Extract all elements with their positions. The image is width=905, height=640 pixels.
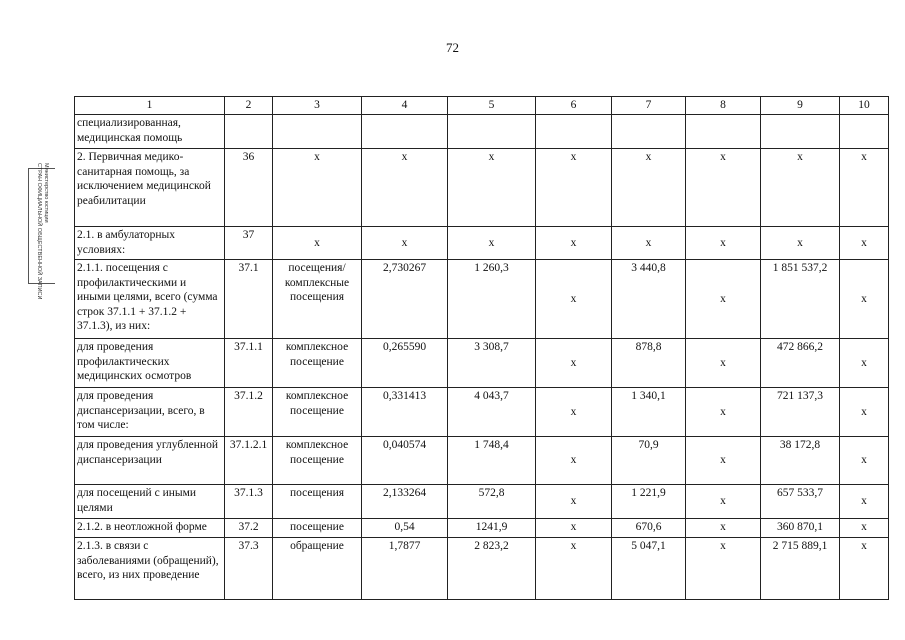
value-cell: х bbox=[840, 388, 889, 437]
row-label: для проведения диспансеризации, всего, в том числе: bbox=[75, 388, 225, 437]
registration-stamp bbox=[28, 163, 55, 300]
value-cell bbox=[686, 115, 761, 149]
table-row bbox=[75, 227, 889, 260]
unit-cell: комплексное посещение bbox=[273, 339, 362, 388]
header-cell: 5 bbox=[448, 97, 536, 115]
value-cell: 2 823,2 bbox=[448, 538, 536, 600]
value-cell: х bbox=[362, 149, 448, 227]
stamp-line-1: Министерство юстиции bbox=[43, 163, 49, 223]
value-cell: 1 748,4 bbox=[448, 437, 536, 485]
unit-cell: посещение bbox=[273, 519, 362, 538]
value-cell: 360 870,1 bbox=[761, 519, 840, 538]
row-code: 36 bbox=[225, 149, 273, 227]
value-cell: 0,040574 bbox=[362, 437, 448, 485]
row-label: для проведения профилактических медицинских осмотров bbox=[75, 339, 225, 388]
row-code: 37.1.1 bbox=[225, 339, 273, 388]
value-cell bbox=[612, 115, 686, 149]
row-code: 37.1 bbox=[225, 260, 273, 339]
value-cell: 1 221,9 bbox=[612, 485, 686, 519]
value-cell: 1241,9 bbox=[448, 519, 536, 538]
unit-cell bbox=[273, 115, 362, 149]
value-cell: 4 043,7 bbox=[448, 388, 536, 437]
row-label: 2.1.1. посещения с профилактическими и иными целями, всего (сумма строк 37.1.1 + 37.1.2 + 37.1.3), из них: bbox=[75, 260, 225, 339]
value-cell: 1 851 537,2 bbox=[761, 260, 840, 339]
unit-cell: обращение bbox=[273, 538, 362, 600]
table-row bbox=[75, 339, 889, 388]
value-cell: 3 308,7 bbox=[448, 339, 536, 388]
header-cell: 9 bbox=[761, 97, 840, 115]
value-cell: 472 866,2 bbox=[761, 339, 840, 388]
value-cell: х bbox=[840, 538, 889, 600]
value-cell: х bbox=[761, 149, 840, 227]
header-cell: 7 bbox=[612, 97, 686, 115]
value-cell: х bbox=[840, 260, 889, 339]
row-label: 2. Первичная медико-санитарная помощь, за исключением медицинской реабилитации bbox=[75, 149, 225, 227]
row-code: 37.1.3 bbox=[225, 485, 273, 519]
table-row bbox=[75, 388, 889, 437]
value-cell: 0,265590 bbox=[362, 339, 448, 388]
value-cell: х bbox=[536, 227, 612, 260]
table-row bbox=[75, 437, 889, 485]
unit-cell: х bbox=[273, 149, 362, 227]
tariff-table bbox=[74, 96, 889, 600]
value-cell: х bbox=[686, 149, 761, 227]
unit-cell: комплексное посещение bbox=[273, 437, 362, 485]
value-cell: х bbox=[840, 339, 889, 388]
row-label: для проведения углубленной диспансеризации bbox=[75, 437, 225, 485]
row-code: 37.1.2 bbox=[225, 388, 273, 437]
value-cell: х bbox=[448, 227, 536, 260]
unit-cell: комплексное посещение bbox=[273, 388, 362, 437]
table-row bbox=[75, 485, 889, 519]
value-cell bbox=[761, 115, 840, 149]
value-cell: х bbox=[840, 519, 889, 538]
value-cell: 5 047,1 bbox=[612, 538, 686, 600]
value-cell: 1 340,1 bbox=[612, 388, 686, 437]
value-cell: х bbox=[840, 485, 889, 519]
value-cell: х bbox=[686, 339, 761, 388]
value-cell: х bbox=[686, 437, 761, 485]
value-cell: х bbox=[536, 485, 612, 519]
value-cell: х bbox=[686, 485, 761, 519]
value-cell: 1 260,3 bbox=[448, 260, 536, 339]
value-cell: х bbox=[686, 260, 761, 339]
value-cell bbox=[840, 115, 889, 149]
stamp-line-2: СТРАН ОФИЦИАЛЬНОЙ ОБЩЕСТВЕННОЙ ЗАПИСИ bbox=[36, 163, 42, 300]
row-label: 2.1.3. в связи с заболеваниями (обращений), всего, из них проведение bbox=[75, 538, 225, 600]
row-label: 2.1. в амбулаторных условиях: bbox=[75, 227, 225, 260]
table-row bbox=[75, 149, 889, 227]
value-cell: 1,7877 bbox=[362, 538, 448, 600]
value-cell bbox=[362, 115, 448, 149]
header-row bbox=[75, 97, 889, 115]
value-cell: х bbox=[536, 519, 612, 538]
value-cell bbox=[536, 115, 612, 149]
value-cell: 721 137,3 bbox=[761, 388, 840, 437]
table-row bbox=[75, 519, 889, 538]
value-cell: х bbox=[686, 227, 761, 260]
value-cell: х bbox=[761, 227, 840, 260]
value-cell: 0,54 bbox=[362, 519, 448, 538]
header-cell: 8 bbox=[686, 97, 761, 115]
table-row bbox=[75, 260, 889, 339]
value-cell: 572,8 bbox=[448, 485, 536, 519]
header-cell: 2 bbox=[225, 97, 273, 115]
header-cell: 10 bbox=[840, 97, 889, 115]
row-label: для посещений с иными целями bbox=[75, 485, 225, 519]
unit-cell: х bbox=[273, 227, 362, 260]
value-cell: 3 440,8 bbox=[612, 260, 686, 339]
value-cell: 70,9 bbox=[612, 437, 686, 485]
row-code: 37 bbox=[225, 227, 273, 260]
row-label: 2.1.2. в неотложной форме bbox=[75, 519, 225, 538]
value-cell: х bbox=[612, 149, 686, 227]
value-cell: х bbox=[536, 388, 612, 437]
value-cell: 0,331413 bbox=[362, 388, 448, 437]
value-cell: х bbox=[686, 538, 761, 600]
value-cell: х bbox=[448, 149, 536, 227]
value-cell: х bbox=[536, 437, 612, 485]
row-code: 37.3 bbox=[225, 538, 273, 600]
value-cell: 657 533,7 bbox=[761, 485, 840, 519]
unit-cell: посещения bbox=[273, 485, 362, 519]
value-cell: х bbox=[536, 260, 612, 339]
table-row bbox=[75, 115, 889, 149]
value-cell: 38 172,8 bbox=[761, 437, 840, 485]
value-cell: х bbox=[536, 149, 612, 227]
value-cell: х bbox=[686, 388, 761, 437]
value-cell: 670,6 bbox=[612, 519, 686, 538]
value-cell: х bbox=[840, 437, 889, 485]
value-cell: х bbox=[536, 339, 612, 388]
stamp-text bbox=[35, 163, 49, 300]
row-code: 37.2 bbox=[225, 519, 273, 538]
value-cell: 2 715 889,1 bbox=[761, 538, 840, 600]
row-label: специализированная, медицинская помощь bbox=[75, 115, 225, 149]
unit-cell: посещения/ комплексные посещения bbox=[273, 260, 362, 339]
value-cell bbox=[448, 115, 536, 149]
value-cell: 878,8 bbox=[612, 339, 686, 388]
header-cell: 6 bbox=[536, 97, 612, 115]
header-cell: 1 bbox=[75, 97, 225, 115]
value-cell: х bbox=[362, 227, 448, 260]
row-code bbox=[225, 115, 273, 149]
page-number: 72 bbox=[446, 40, 459, 55]
value-cell: х bbox=[612, 227, 686, 260]
value-cell: 2,730267 bbox=[362, 260, 448, 339]
value-cell: х bbox=[840, 149, 889, 227]
value-cell: 2,133264 bbox=[362, 485, 448, 519]
header-cell: 3 bbox=[273, 97, 362, 115]
header-cell: 4 bbox=[362, 97, 448, 115]
table-row bbox=[75, 538, 889, 600]
value-cell: х bbox=[840, 227, 889, 260]
value-cell: х bbox=[536, 538, 612, 600]
row-code: 37.1.2.1 bbox=[225, 437, 273, 485]
value-cell: х bbox=[686, 519, 761, 538]
